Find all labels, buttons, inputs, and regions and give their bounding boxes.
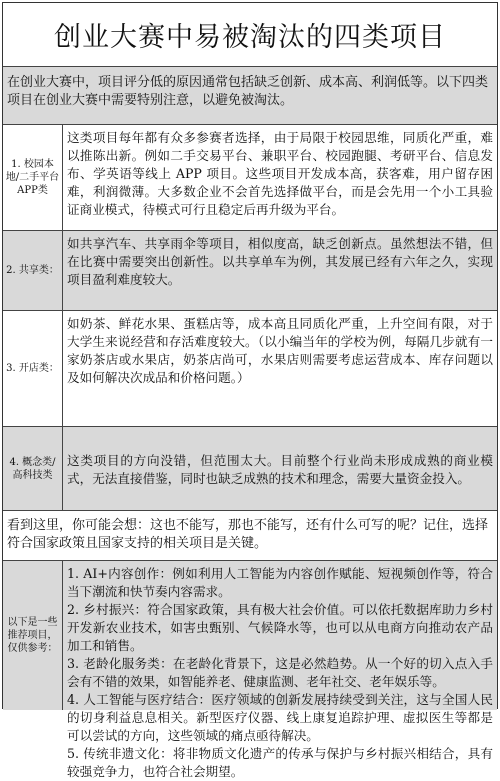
- category-text: 如奶茶、鲜花水果、蛋糕店等，成本高且同质化严重，上升空间有限，对于大学生来说经营和存活难度较大。（以小编当年的学校为例，每隔几步就有一家奶茶店或水果店，奶茶店尚可，水果店则需要考虑运营成本、库存问题以及如何解决次成品和价格问题。）: [67, 316, 493, 385]
- document: [2, 2, 498, 779]
- recommendation-item: 1. AI+内容创作：例如利用人工智能为内容创作赋能、短视频创作等，符合当下潮流和快节奏内容需求。: [67, 566, 493, 599]
- intro-paragraph: 在创业大赛中，项目评分低的原因通常包括缺乏创新、成本高、利润低等。以下四类项目在创业大赛中需要特别注意，以避免被淘汰。: [3, 67, 497, 125]
- note-paragraph: 看到这里，你可能会想：这也不能写，那也不能写，还有什么可写的呢？记住，选择符合国家政策且国家支持的相关项目是关键。: [3, 511, 497, 561]
- recommendation-item: 3. 老龄化服务类：在老龄化背景下，这是必然趋势。从一个好的切入点入手会有不错的效果，如智能养老、健康监测、老年社交、老年娱乐等。: [67, 656, 493, 689]
- category-row-2: [3, 231, 497, 311]
- category-label: 1. 校园本地/二手平台 APP类: [3, 125, 63, 230]
- recommendation-row: [3, 561, 497, 779]
- category-row-3: [3, 311, 497, 427]
- category-text: 这类项目的方向没错，但范围太大。目前整个行业尚未形成成熟的商业模式，无法直接借鉴，同时也缺乏成熟的技术和理念，需要大量资金投入。: [67, 452, 493, 486]
- category-label: 2. 共享类：: [3, 231, 63, 310]
- category-text: 这类项目每年都有众多参赛者选择，由于局限于校园思维，同质化严重，难以推陈出新。例如二手交易平台、兼职平台、校园跑腿、考研平台、信息发布、学英语等线上 APP 项目。这些项目开发成本高，获客难，用户留存困难，利润微薄。大多数企业不会首先选择做平台，而是会先用一个小工具验证商业模式，待模式可行且稳定后再升级为平台。: [67, 130, 493, 217]
- recommendation-item: 2. 乡村振兴：符合国家政策，具有极大社会价值。可以依托数据库助力乡村开发新农业技术，如害虫甄别、气候降水等，也可以从电商方向推动农产品加工和销售。: [67, 602, 493, 653]
- document-title: 创业大赛中易被淘汰的四类项目: [3, 3, 497, 67]
- category-text: 如共享汽车、共享雨伞等项目，相似度高，缺乏创新点。虽然想法不错，但在比赛中需要突出创新性。以共享单车为例，其发展已经有六年之久，实现项目盈利难度较大。: [67, 236, 493, 287]
- category-row-1: [3, 125, 497, 231]
- recommendation-list: [63, 561, 497, 779]
- category-label: 4. 概念类/高科技类: [3, 427, 63, 510]
- category-label: 3. 开店类：: [3, 311, 63, 426]
- recommendation-item: 4. 人工智能与医疗结合：医疗领域的创新发展持续受到关注，这与全国人民的切身利益息息相关。新型医疗仪器、线上康复追踪护理、虚拟医生等都是可以尝试的方向，这些领域的痛点亟待解决。: [67, 692, 493, 743]
- recommendation-label: 以下是一些推荐项目，仅供参考：: [3, 561, 63, 710]
- recommendation-item: 5. 传统非遗文化：将非物质文化遗产的传承与保护与乡村振兴相结合，具有较强竞争力，也符合社会期望。: [67, 746, 493, 779]
- category-row-4: [3, 427, 497, 511]
